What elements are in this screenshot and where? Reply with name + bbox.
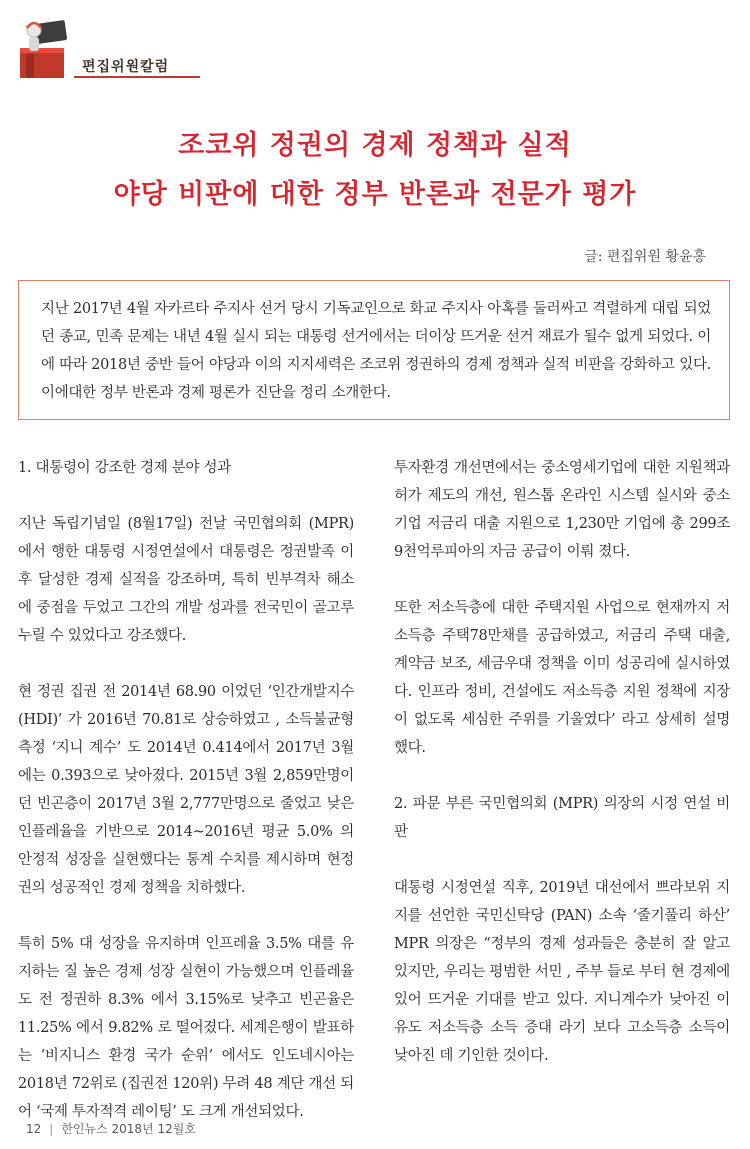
paragraph: 대통령 시정연설 직후, 2019년 대선에서 쁘라보위 지지를 선언한 국민신탁당 (PAN) 소속 ‘줄기풀리 하산’ MPR 의장은 “정부의 경제 성과들은 충분히 잘 알고 있지만, 우리는 평범한 서민 , 주부 들로 부터 현 경제에 있어 뜨거운 기대를 받고 있다. 지니계수가 낮아진 이유도 저소득층 소득 증대 라기 보다 고소득층 소득이 낮아진 데 기인한 것이다. [394,880,730,1064]
paragraph: 특히 5% 대 성장을 유지하며 인프레율 3.5% 대를 유지하는 질 높은 경제 성장 실현이 가능했으며 인플레율도 전 정권하 8.3% 에서 3.15%로 낮추고 빈곤율은 11.25% 에서 9.82% 로 떨어졌다. 세계은행이 발표하는 ‘비지니스 환경 국가 순위’ 에서도 인도네시아는 2018년 72위로 (집권전 120위) 무려 48 계단 개선 되어 ‘국제 투자적격 레이팅’ 도 크게 개선되었다. [18,936,354,1120]
columnist-figure-icon [18,14,80,80]
paragraph: 현 정권 집권 전 2014년 68.90 이었던 ‘인간개발지수 (HDI)’ 가 2016년 70.81로 상승하였고 , 소득불균형 측정 ‘지니 계수’ 도 2014년 0.414에서 2017년 3월에는 0.393으로 낮아졌다. 2015년 3월 2,859만명이던 빈곤층이 2017년 3월 2,777만명으로 줄었고 낮은 인플레율을 기반으로 2014~2016년 평균 5.0% 의 안정적 성장을 실현했다는 통계 수치를 제시하며 현정권의 성공적인 경제 정책을 치하했다. [18,684,354,896]
left-column [18,454,354,1149]
paragraph: 투자환경 개선면에서는 중소영세기업에 대한 지원책과 허가 제도의 개선, 원스톱 온라인 시스템 실시와 중소기업 저금리 대출 지원으로 1,230만 기업에 총 299조9천억루피아의 자금 공급이 이뤄 졌다. [394,460,730,560]
footer-separator: | [49,1122,54,1136]
section-underline [74,76,200,78]
article-title-line1: 조코위 정권의 경제 정책과 실적 [178,130,572,161]
section-heading-1: 1. 대통령이 강조한 경제 분야 성과 [18,460,231,476]
paragraph: 지난 독립기념일 (8월17일) 전날 국민협의회 (MPR) 에서 행한 대통령 시정연설에서 대통령은 정권발족 이후 달성한 경제 실적을 강조하며, 특히 빈부격차 해소에 중점을 두었고 그간의 개발 성과를 전국민이 골고루 누릴 수 있었다고 강조했다. [18,516,354,644]
byline: 글: 편집위원 황윤홍 [584,249,706,265]
publication-name: 한인뉴스 2018년 12월호 [61,1122,196,1136]
section-header [18,14,198,80]
page-number: 12 [26,1122,42,1136]
paragraph: 또한 저소득층에 대한 주택지원 사업으로 현재까지 저소득층 주택78만채를 공급하였고, 저금리 주택 대출, 계약금 보조, 세금우대 정책을 이미 성공리에 실시하였다. 인프라 정비, 건설에도 저소득층 지원 정책에 지장이 없도록 세심한 주위를 기울였다’ 라고 상세히 설명했다. [394,600,730,756]
section-heading-2: 2. 파문 부른 국민협의회 (MPR) 의장의 시정 연설 비판 [394,796,730,840]
section-label: 편집위원칼럼 [82,59,170,75]
article-title-line2: 야당 비판에 대한 정부 반론과 전문가 평가 [113,179,637,210]
right-column [394,454,730,1098]
summary-text: 지난 2017년 4월 자카르타 주지사 선거 당시 기독교인으로 화교 주지사 아혹를 둘러싸고 격렬하게 대립 되었던 종교, 민족 문제는 내년 4월 실시 되는 대통령 선거에서는 더이상 뜨거운 선거 재료가 될수 없게 되었다. 이에 따라 2018년 중반 들어 야당과 이의 지지세력은 조코위 정권하의 경제 정책과 실적 비판을 강화하고 있다. 이에대한 정부 반론과 경제 평론가 진단을 정리 소개한다. [41,301,711,401]
summary-box [18,280,730,420]
page-footer [26,1120,196,1137]
